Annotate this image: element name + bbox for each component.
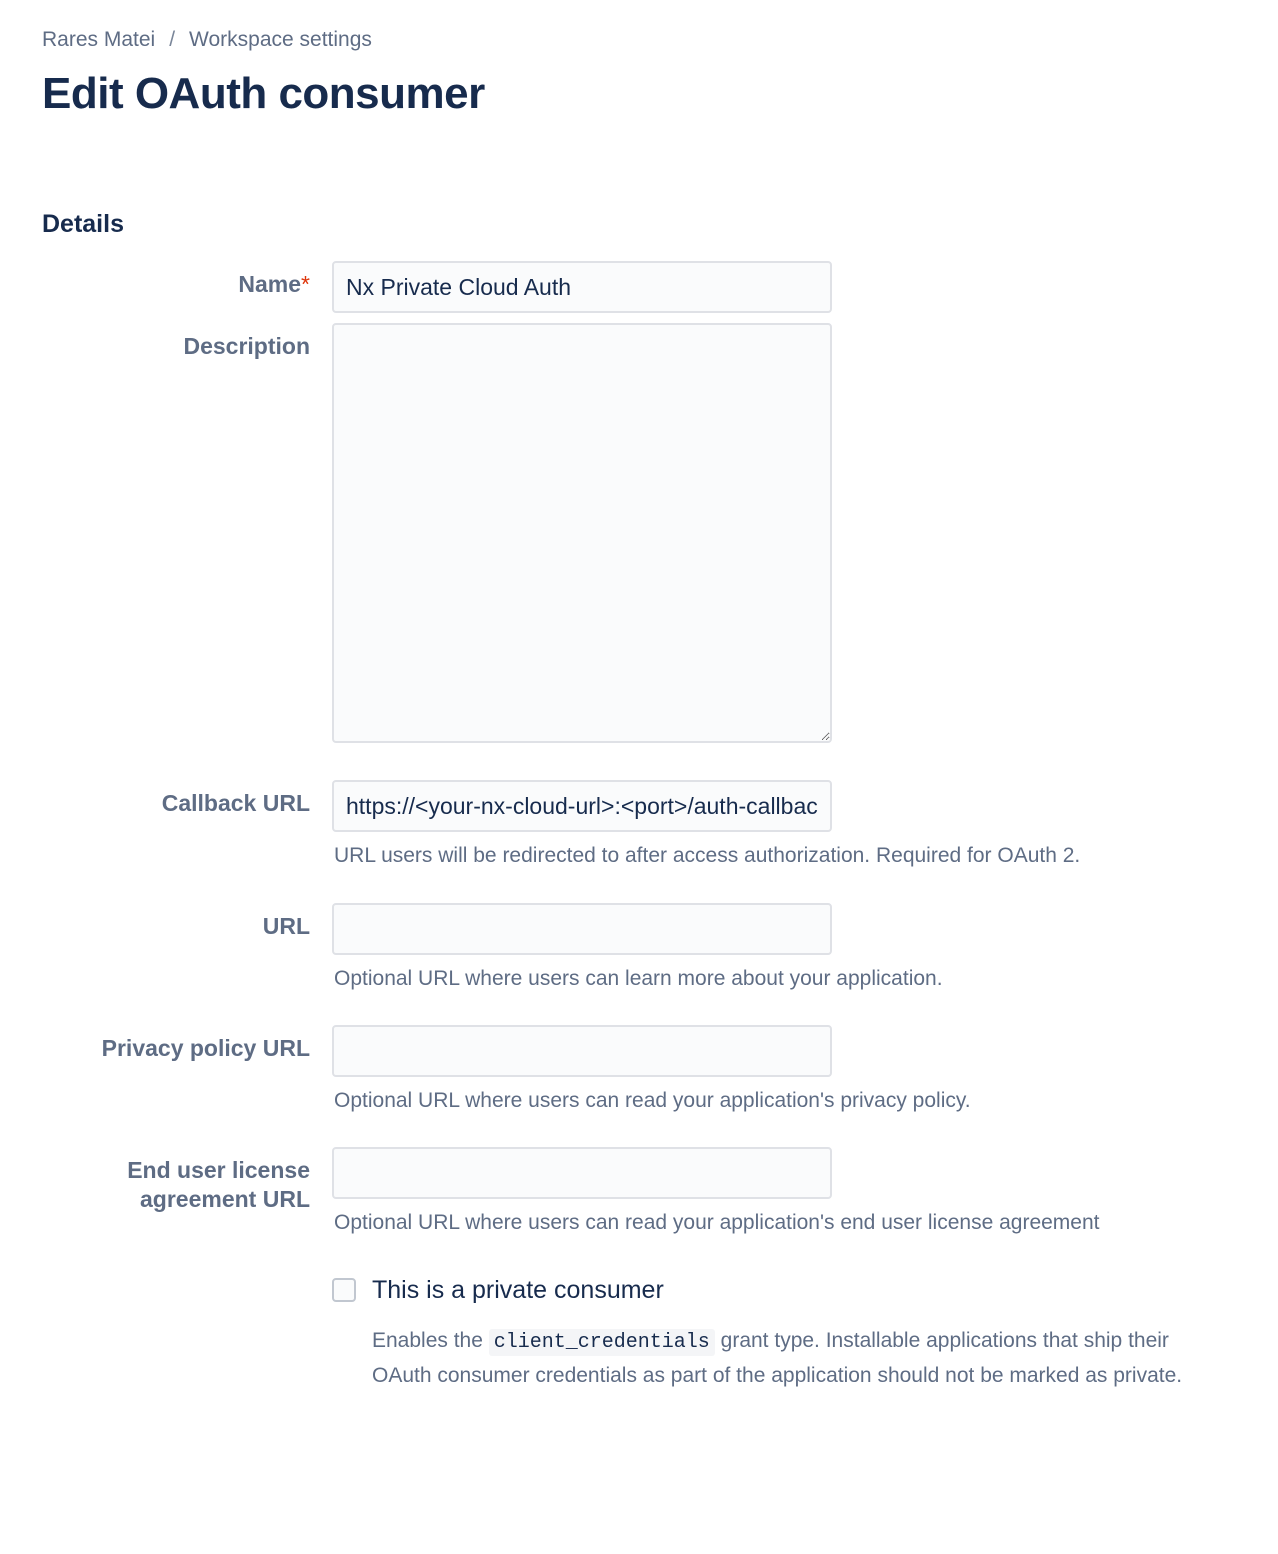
description-textarea[interactable] — [332, 323, 832, 743]
client-credentials-code: client_credentials — [489, 1329, 715, 1356]
callback-url-input[interactable] — [332, 780, 832, 832]
private-consumer-label[interactable]: This is a private consumer — [372, 1275, 664, 1304]
breadcrumb-item-user[interactable]: Rares Matei — [42, 28, 156, 51]
breadcrumb-item-workspace-settings[interactable]: Workspace settings — [189, 28, 372, 51]
details-section-heading: Details — [42, 210, 124, 239]
form-row-description — [42, 323, 1238, 748]
private-consumer-description-after: grant type. Installable applications that ship their OAuth consumer credentials as part of the application should not be marked as private. — [372, 1328, 1183, 1388]
private-consumer-row — [42, 1270, 1238, 1393]
name-required-marker: * — [301, 271, 310, 298]
eula-url-label: End user license agreement URL — [127, 1157, 310, 1213]
form-row-privacy-policy-url — [42, 1025, 1238, 1137]
breadcrumb — [42, 28, 1238, 52]
form-row-callback-url — [42, 780, 1238, 892]
url-field-wrapper — [332, 903, 1238, 1015]
callback-url-helper-text: URL users will be redirected to after access authorization. Required for OAuth 2. — [334, 844, 1081, 868]
form-row-name — [42, 261, 1238, 313]
private-consumer-description-before: Enables the — [372, 1328, 483, 1352]
name-label — [42, 261, 332, 299]
url-label: URL — [262, 912, 310, 939]
private-consumer-description — [372, 1324, 1222, 1393]
eula-url-input[interactable] — [332, 1147, 832, 1199]
eula-url-helper-text: Optional URL where users can read your application's end user license agreement — [334, 1211, 1100, 1235]
privacy-policy-url-helper-text: Optional URL where users can read your application's privacy policy. — [334, 1089, 971, 1113]
form-row-eula-url — [42, 1147, 1238, 1259]
url-input[interactable] — [332, 903, 832, 955]
url-helper-text: Optional URL where users can learn more about your application. — [334, 966, 943, 990]
form-row-url — [42, 903, 1238, 1015]
description-label: Description — [183, 333, 310, 360]
callback-url-label: Callback URL — [161, 790, 310, 817]
description-field-wrapper — [332, 323, 1238, 748]
privacy-policy-url-field-wrapper — [332, 1025, 1238, 1137]
private-consumer-checkbox[interactable] — [332, 1278, 356, 1302]
page-title: Edit OAuth consumer — [42, 69, 485, 118]
name-field-wrapper — [332, 261, 1238, 313]
callback-url-field-wrapper — [332, 780, 1238, 892]
privacy-policy-url-input[interactable] — [332, 1025, 832, 1077]
eula-url-field-wrapper — [332, 1147, 1238, 1259]
breadcrumb-separator: / — [169, 28, 176, 51]
privacy-policy-url-label: Privacy policy URL — [101, 1035, 310, 1062]
private-consumer-field — [332, 1270, 1222, 1393]
name-input[interactable] — [332, 261, 832, 313]
name-label-text: Name — [238, 271, 302, 298]
